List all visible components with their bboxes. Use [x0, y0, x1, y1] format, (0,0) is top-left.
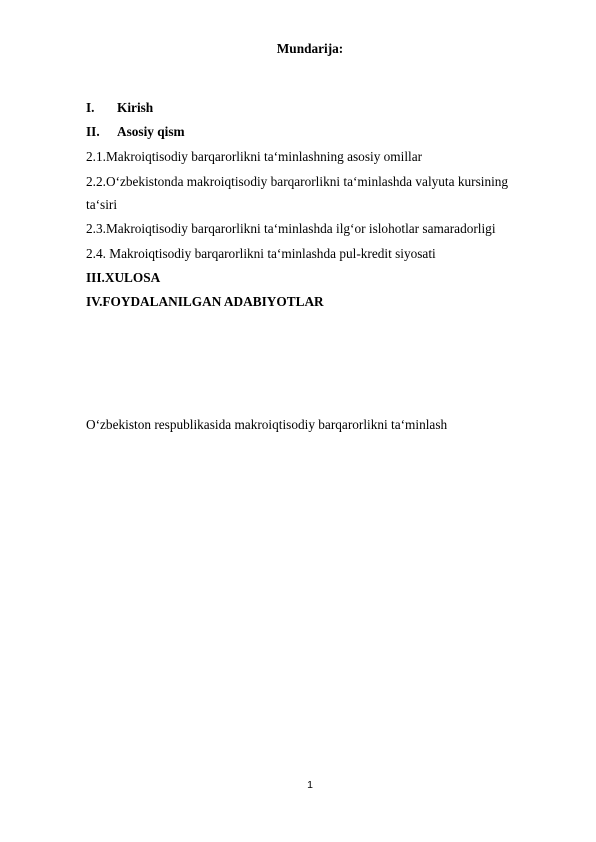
toc-section-intro [86, 100, 153, 116]
document-topic: O‘zbekiston respublikasida makroiqtisodiy barqarorlikni ta‘minlash [86, 417, 448, 432]
page-number: 1 [307, 779, 313, 791]
toc-subsection-continuation: ta‘siri [86, 197, 118, 212]
toc-section-label: Asosiy qism [117, 124, 185, 139]
toc-conclusion: III.XULOSA [86, 270, 161, 285]
toc-references: IV.FOYDALANILGAN ADABIYOTLAR [86, 294, 324, 309]
toc-section-main [86, 124, 185, 140]
toc-subsection: 2.3.Makroiqtisodiy barqarorlikni ta‘minlashda ilg‘or islohotlar samaradorligi [86, 221, 496, 236]
toc-section-number: II. [86, 124, 100, 139]
toc-section-label: Kirish [117, 100, 154, 115]
toc-subsection: 2.4. Makroiqtisodiy barqarorlikni ta‘minlashda pul-kredit siyosati [86, 246, 436, 261]
page-title: Mundarija: [276, 41, 344, 56]
toc-subsection: 2.2.O‘zbekistonda makroiqtisodiy barqarorlikni ta‘minlashda valyuta kursining [86, 174, 509, 189]
toc-section-number: I. [86, 100, 95, 115]
toc-subsection: 2.1.Makroiqtisodiy barqarorlikni ta‘minlashning asosiy omillar [86, 149, 423, 164]
